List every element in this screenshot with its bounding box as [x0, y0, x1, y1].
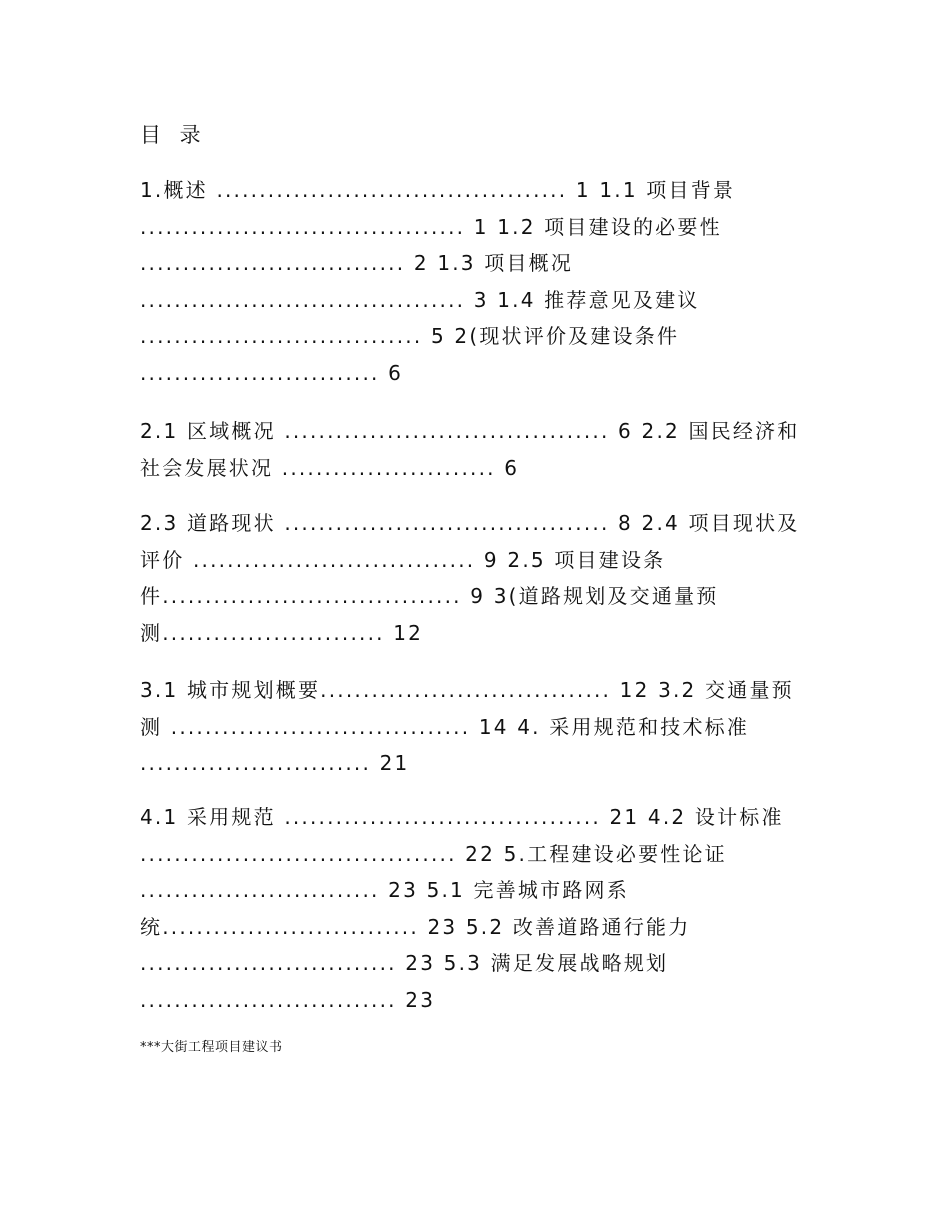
toc-line: .............................. 23: [140, 987, 436, 1012]
toc-line: 件................................... 9 3(道路规划及交通量预: [140, 584, 719, 608]
toc-line: 评价 ................................. 9 2.5 项目建设条: [140, 547, 666, 572]
page-footer: ***大街工程项目建议书: [140, 1040, 283, 1055]
toc-line: 社会发展状况 ......................... 6: [140, 455, 520, 480]
toc-line: ........................... 21: [140, 751, 410, 775]
toc-line: ...................................... 1 1.2 项目建设的必要性: [140, 214, 722, 239]
toc-line: ............................... 2 1.3 项目概况: [140, 251, 574, 275]
toc-line: 测.......................... 12: [140, 620, 424, 645]
toc-line: 测 ................................... 14 4. 采用规范和技术标准: [140, 714, 750, 739]
toc-line: ...................................... 3 1.4 推荐意见及建议: [140, 287, 700, 312]
toc-line: .............................. 23 5.3 满足发展战略规划: [140, 951, 669, 975]
toc-line: 统.............................. 23 5.2 改善道路通行能力: [140, 914, 691, 939]
toc-paragraph-1: [140, 172, 800, 391]
toc-line: 3.1 城市规划概要.................................. 12 3.2 交通量预: [140, 678, 794, 702]
toc-line: 1.概述 ......................................... 1 1.1 项目背景: [140, 178, 736, 202]
toc-line: ............................ 6: [140, 360, 404, 385]
toc-line: ............................ 23 5.1 完善城市路网系: [140, 878, 629, 902]
toc-paragraph-5: [140, 799, 800, 1018]
toc-title: 目 录: [140, 123, 207, 147]
toc-line: 4.1 采用规范 ..................................... 21 4.2 设计标准: [140, 805, 784, 829]
toc-paragraph-4: [140, 672, 800, 782]
toc-paragraph-2: [140, 413, 800, 486]
toc-line: ..................................... 22 5.工程建设必要性论证: [140, 841, 727, 866]
toc-paragraph-3: [140, 505, 800, 651]
toc-line: 2.3 道路现状 ...................................... 8 2.4 项目现状及: [140, 511, 800, 535]
toc-line: ................................. 5 2(现状评价及建设条件: [140, 324, 680, 348]
toc-line: 2.1 区域概况 ...................................... 6 2.2 国民经济和: [140, 419, 800, 443]
